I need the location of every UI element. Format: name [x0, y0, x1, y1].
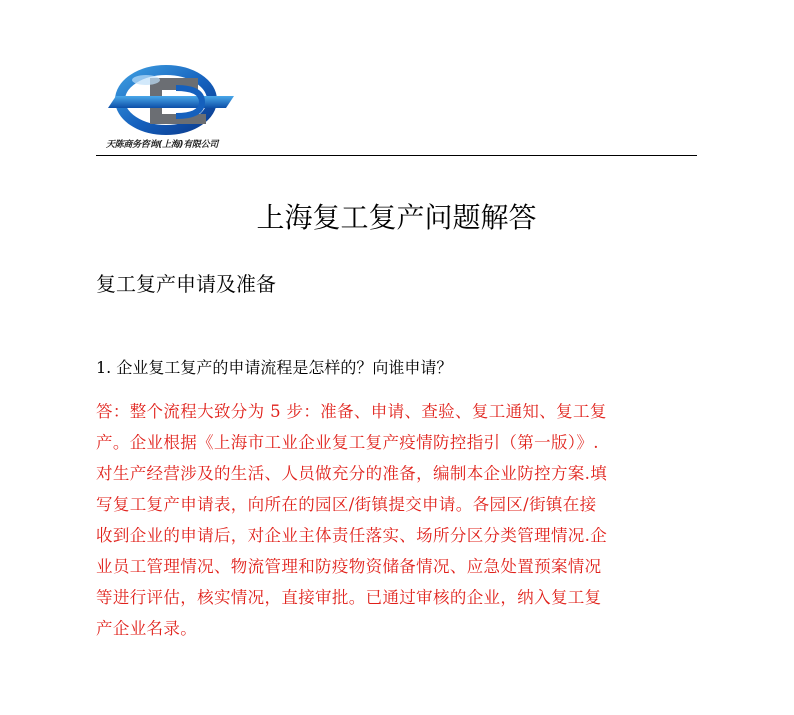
answer-line: 对生产经营涉及的生活、人员做充分的准备，编制本企业防控方案.填: [96, 464, 608, 483]
answer-line: 产。企业根据《上海市工业企业复工复产疫情防控指引（第一版）》.: [96, 433, 599, 452]
answer-line: 产企业名录。: [96, 619, 198, 638]
company-name: 天陈商务咨询(上海)有限公司: [106, 140, 219, 150]
answer-line: 写复工复产申请表，向所在的园区/街镇提交申请。各园区/街镇在接: [96, 495, 597, 514]
page-title: 上海复工复产问题解答: [256, 201, 537, 234]
section-heading: 复工复产申请及准备: [96, 272, 276, 296]
answer-block: [96, 396, 697, 644]
answer-line: 业员工管理情况、物流管理和防疫物资储备情况、应急处置预案情况: [96, 557, 602, 576]
question-text: 1. 企业复工复产的申请流程是怎样的？向谁申请？: [96, 358, 453, 377]
answer-line: 收到企业的申请后，对企业主体责任落实、场所分区分类管理情况.企: [96, 526, 608, 545]
answer-line: 等进行评估，核实情况，直接审批。已通过审核的企业，纳入复工复: [96, 588, 602, 607]
answer-line: 答：整个流程大致分为 5 步：准备、申请、查验、复工通知、复工复: [96, 402, 607, 421]
header-divider: [96, 155, 697, 156]
